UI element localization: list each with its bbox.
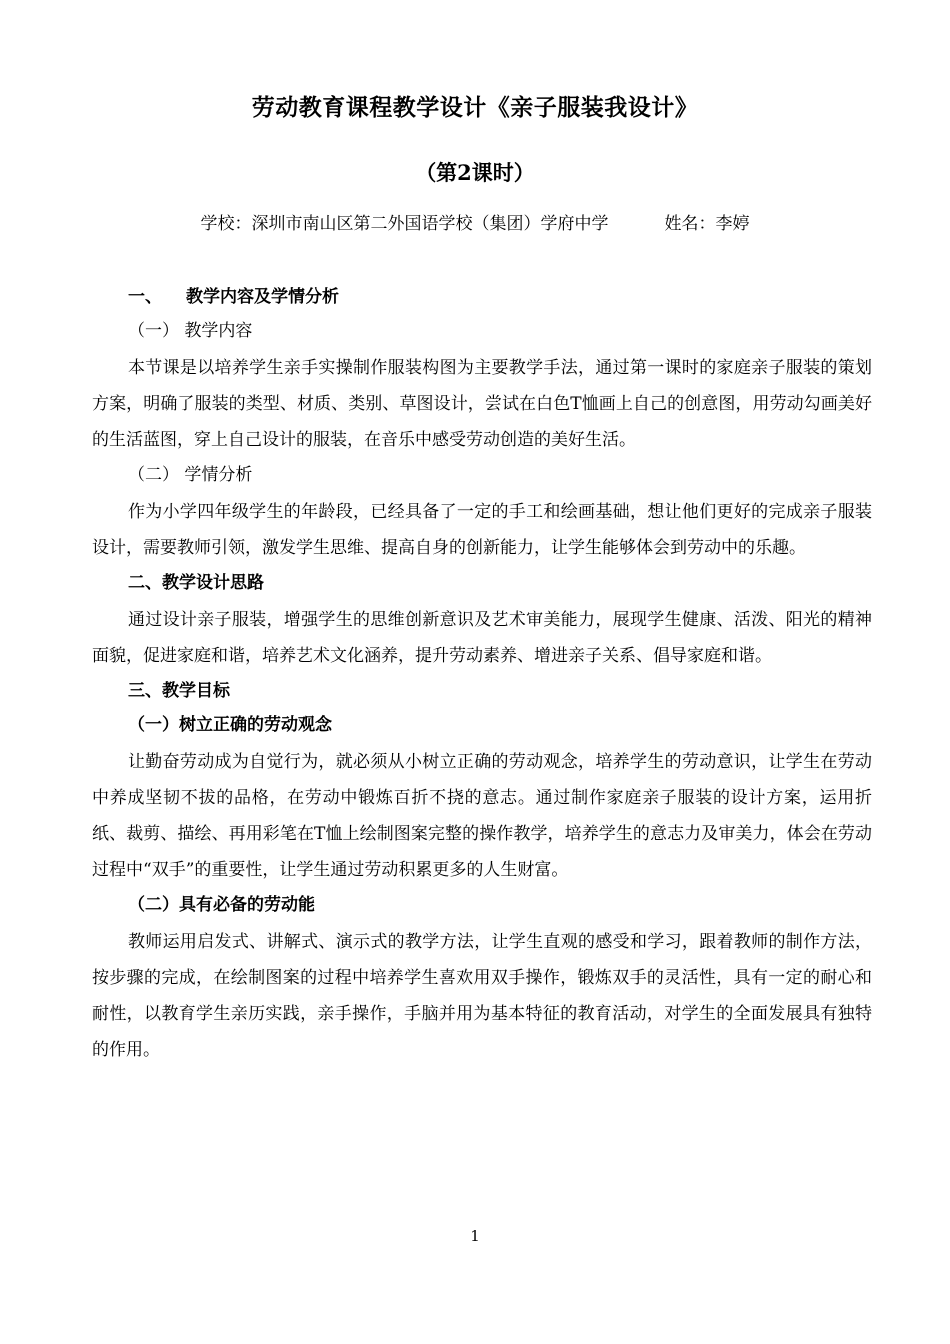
section-3-heading: 三、教学目标 — [128, 681, 230, 701]
section-1-2-number: （二） — [128, 465, 179, 485]
section-3-2-heading: （二）具有必备的劳动能 — [128, 895, 315, 915]
page-number: 1 — [470, 1227, 480, 1245]
section-1-title: 教学内容及学情分析 — [186, 287, 339, 307]
document-subtitle: （第2课时） — [415, 160, 535, 185]
section-1-1-title: 教学内容 — [184, 321, 253, 341]
document-body — [92, 282, 872, 1070]
section-3-2-paragraph: 教师运用启发式、讲解式、演示式的教学方法，让学生直观的感受和学习，跟着教师的制作方法，按步骤的完成，在绘制图案的过程中培养学生喜欢用双手操作，锻炼双手的灵活性，具有一定的耐心和耐性，以教育学生亲历实践，亲手操作，手脑并用为基本特征的教育活动，对学生的全面发展具有独特的作用。 — [92, 932, 872, 1060]
school-name: 学校：深圳市南山区第二外国语学校（集团）学府中学 — [200, 214, 609, 234]
section-3-1-paragraph: 让勤奋劳动成为自觉行为，就必须从小树立正确的劳动观念，培养学生的劳动意识，让学生在劳动中养成坚韧不拔的品格，在劳动中锻炼百折不挠的意志。通过制作家庭亲子服装的设计方案，运用折纸、裁剪、描绘、再用彩笔在T恤上绘制图案完整的操作教学，培养学生的意志力及审美力，体会在劳动过程中“双手”的重要性，让学生通过劳动积累更多的人生财富。 — [92, 752, 872, 880]
section-1-1-heading — [92, 316, 872, 346]
section-1-2-paragraph: 作为小学四年级学生的年龄段，已经具备了一定的手工和绘画基础，想让他们更好的完成亲子服装设计，需要教师引领，激发学生思维、提高自身的创新能力，让学生能够体会到劳动中的乐趣。 — [92, 502, 872, 558]
section-1-1-number: （一） — [128, 321, 179, 341]
section-3-1-heading: （一）树立正确的劳动观念 — [128, 715, 332, 735]
author-name: 姓名：李婷 — [664, 214, 750, 234]
section-1-heading — [92, 282, 872, 312]
section-1-2-heading — [92, 460, 872, 490]
document-title: 劳动教育课程教学设计《亲子服装我设计》 — [251, 94, 699, 121]
section-1-number: 一、 — [128, 287, 162, 307]
section-2-paragraph: 通过设计亲子服装，增强学生的思维创新意识及艺术审美能力，展现学生健康、活泼、阳光的精神面貌，促进家庭和谐，培养艺术文化涵养，提升劳动素养、增进亲子关系、倡导家庭和谐。 — [92, 610, 872, 666]
section-1-2-title: 学情分析 — [184, 465, 253, 485]
author-info — [0, 210, 950, 238]
section-1-1-paragraph: 本节课是以培养学生亲手实操制作服装构图为主要教学手法，通过第一课时的家庭亲子服装的策划方案，明确了服装的类型、材质、类别、草图设计，尝试在白色T恤画上自己的创意图，用劳动勾画美好的生活蓝图，穿上自己设计的服装，在音乐中感受劳动创造的美好生活。 — [92, 358, 872, 450]
section-2-heading: 二、教学设计思路 — [128, 573, 264, 593]
